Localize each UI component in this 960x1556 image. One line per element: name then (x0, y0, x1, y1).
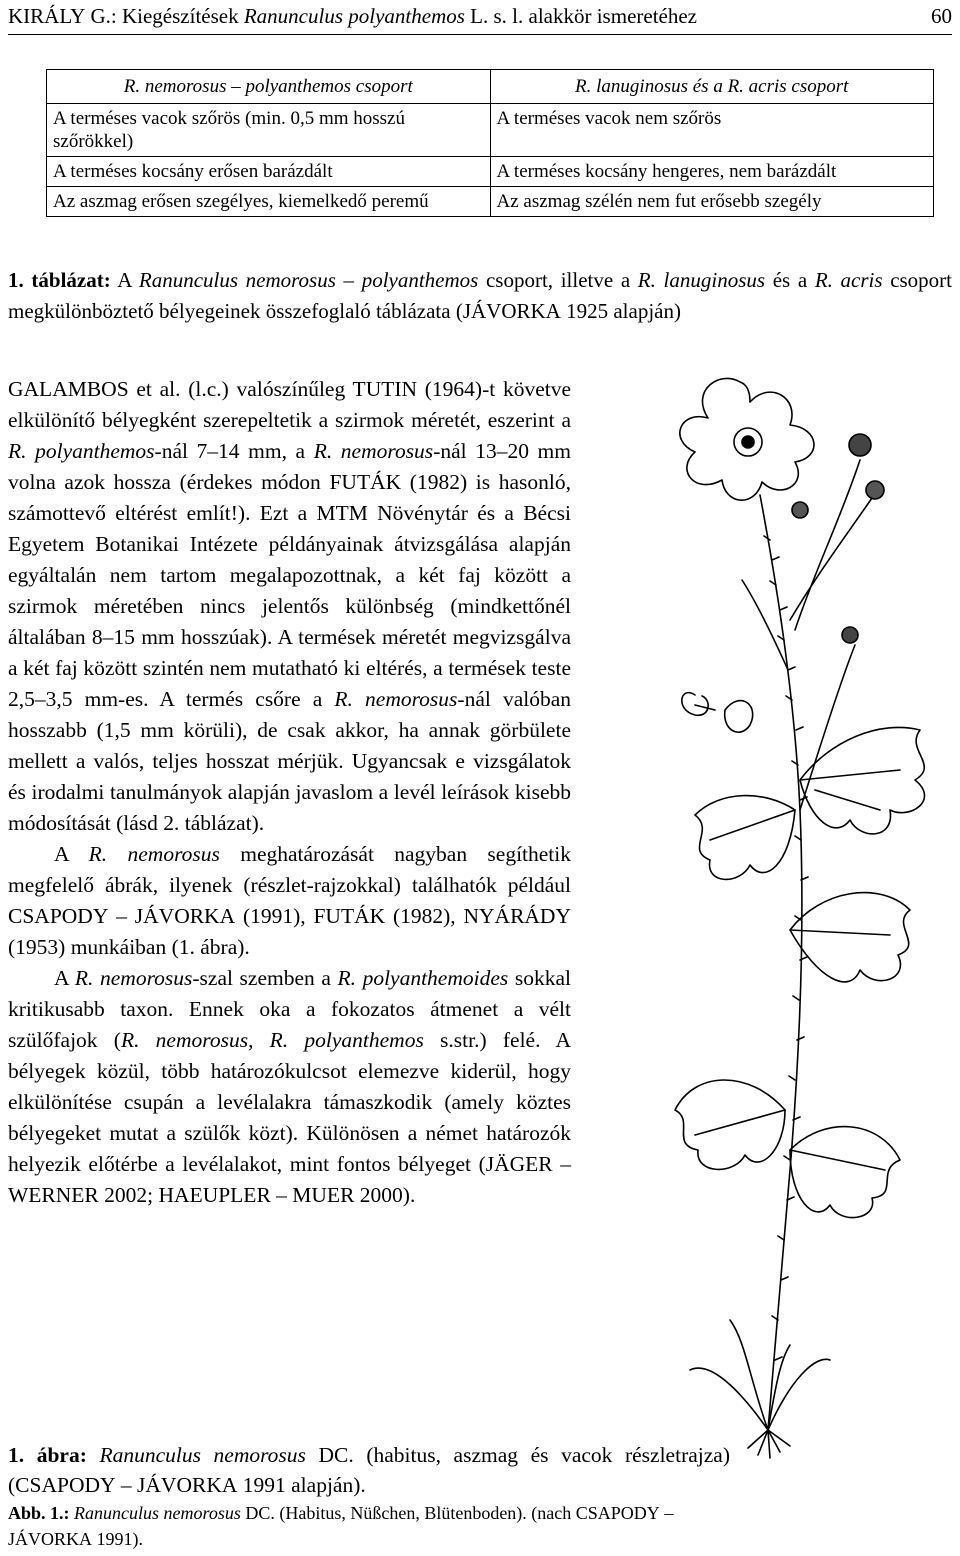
german-caption (8, 1500, 738, 1552)
figure-caption-text: Ranunculus nemorosus DC. (habitus, aszmag és vacok részletrajza) (CSAPODY – JÁVORKA 1991 alapján). (8, 1443, 730, 1497)
german-caption-label: Abb. 1.: (8, 1503, 70, 1523)
table-cell: A terméses vacok nem szőrös (490, 104, 934, 157)
flower-drawing (680, 378, 814, 500)
table-caption-label: 1. táblázat: (8, 268, 111, 292)
table-cell: Az aszmag szélén nem fut erősebb szegély (490, 187, 934, 217)
table-cell: Az aszmag erősen szegélyes, kiemelkedő peremű (47, 187, 491, 217)
figure-caption-label: 1. ábra: (8, 1443, 87, 1467)
table-col2-header: R. lanuginosus és a R. acris csoport (490, 70, 934, 104)
page-number: 60 (931, 4, 952, 28)
body-paragraph: A R. nemorosus-szal szemben a R. polyanthemoides sokkal kritikusabb taxon. Ennek oka a fokozatos átmenet a vélt szülőfajok (R. nemorosus, R. polyanthemos s.str.) felé. A bélyegek közül, több határozókulcsot elemezve kiderül, hogy elkülönítése csupán a levélalakra támaszkodik (amely köztes bélyegeket mutat a szülők közt). Különösen a német határozók helyezik előtérbe a levélalakot, mint fontos bélyeget (JÄGER – WERNER 2002; HAEUPLER – MUER 2000). (8, 966, 572, 1207)
leaf-drawing (800, 727, 925, 833)
body-text (8, 374, 571, 1211)
table-row (47, 104, 934, 157)
header-title: KIRÁLY G.: Kiegészítések Ranunculus polyanthemos L. s. l. alakkör ismeretéhez (8, 4, 697, 28)
figure-caption (8, 1440, 730, 1500)
table-cell: A terméses kocsány erősen barázdált (47, 157, 491, 187)
comparison-table (46, 69, 934, 217)
table-caption-text: A Ranunculus nemorosus – polyanthemos csoport, illetve a R. lanuginosus és a R. acris csoport megkülönböztető bélyegeinek összefoglaló táblázata (JÁVORKA 1925 alapján) (8, 268, 953, 323)
header-rule (8, 34, 952, 35)
table-caption (8, 265, 952, 327)
table-header-row (47, 70, 934, 104)
body-paragraph: A R. nemorosus meghatározását nagyban segíthetik megfelelő ábrák, ilyenek (részlet-rajzokkal) találhatók például CSAPODY – JÁVORKA (1991), FUTÁK (1982), NYÁRÁDY (1953) munkáiban (1. ábra). (8, 842, 572, 959)
table-cell: A terméses kocsány hengeres, nem barázdált (490, 157, 934, 187)
body-paragraph: GALAMBOS et al. (l.c.) valószínűleg TUTIN (1964)-t követve elkülönítő bélyegként szerepeltetik a szirmok méretét, eszerint a R. polyanthemos-nál 7–14 mm, a R. nemorosus-nál 13–20 mm volna azok hossza (érdekes módon FUTÁK (1982) is hasonló, számottevő eltérést említ!). Ezt a MTM Növénytár és a Bécsi Egyetem Botanikai Intézete példányainak átvizsgálása alapján egyáltalán nem tartom megalapozottnak, a két faj között a szirmok méretében nincs jelentős különbség (mindkettőnél általában 8–15 mm hosszúak). A termések méretét megvizsgálva a két faj között szintén nem mutatható ki eltérés, a termések teste 2,5–3,5 mm-es. A termés csőre a R. nemorosus-nál valóban hosszabb (1,5 mm körüli), de csak akkor, ha annak görbülete mellett a valós, teljes hosszat mérjük. Ugyancsak e vizsgálatok és irodalmi tanulmányok alapján javaslom a levél leírások kisebb módosítását (lásd 2. táblázat). (8, 377, 572, 835)
table-row (47, 187, 934, 217)
table-cell: A terméses vacok szőrös (min. 0,5 mm hosszú szőrökkel) (47, 104, 491, 157)
table-col1-header: R. nemorosus – polyanthemos csoport (47, 70, 491, 104)
running-header (8, 4, 952, 34)
german-caption-text: Ranunculus nemorosus DC. (Habitus, Nüßchen, Blütenboden). (nach CSAPODY – JÁVORKA 1991). (8, 1503, 674, 1549)
table-row (47, 157, 934, 187)
plant-illustration (650, 370, 955, 1470)
